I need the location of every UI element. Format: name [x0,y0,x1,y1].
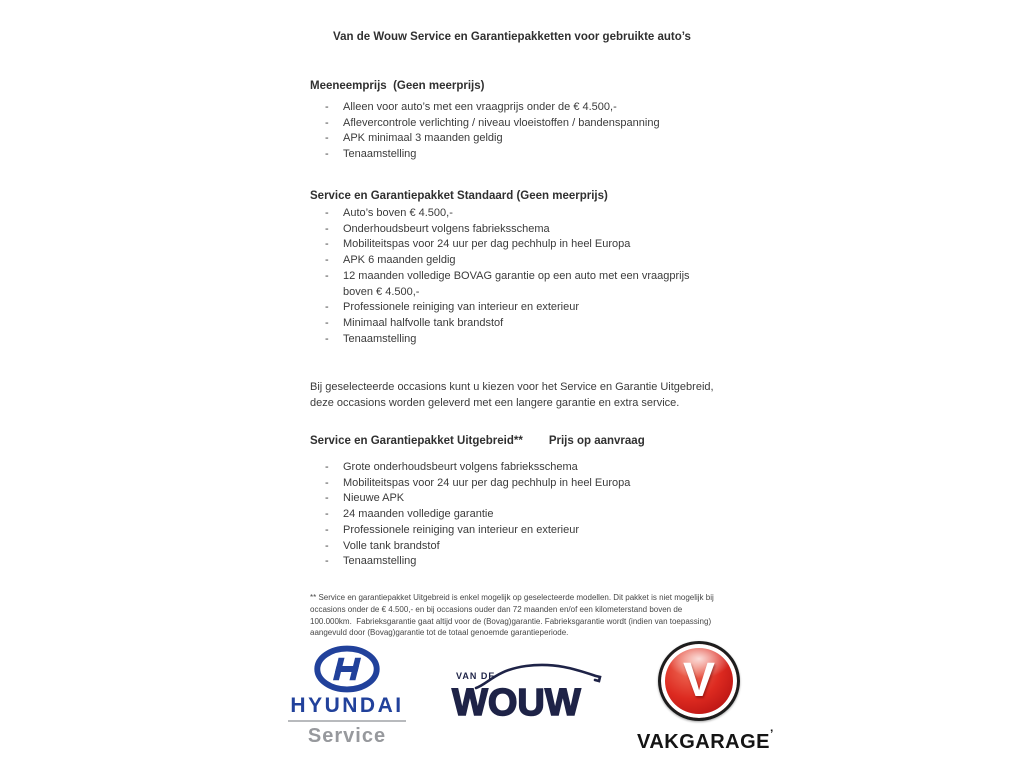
bullet-dash: - [325,222,329,235]
bullet-dash: - [325,316,329,329]
list-item [310,147,730,163]
vakgarage-red-ball-icon [658,641,740,721]
list-item-text: Auto’s boven € 4.500,- [343,207,453,219]
list-item [310,100,730,116]
bullet-dash: - [325,148,329,161]
bullet-dash: - [325,207,329,219]
list-item [310,460,730,476]
bullet-dash: - [325,508,329,521]
section-heading-meeneemprijs: Meeneemprijs (Geen meerprijs) [310,80,485,92]
list-item-text: Grote onderhoudsbeurt volgens fabrieksschema [343,461,578,473]
list-item [310,507,730,523]
uitgebreid-list [310,460,730,570]
list-item [310,222,730,238]
section-heading-standaard: Service en Garantiepakket Standaard (Geen meerprijs) [310,190,608,202]
bullet-dash: - [325,461,329,473]
vakgarage-wordmark [637,727,774,754]
standaard-list [310,206,730,347]
list-item [310,237,730,253]
list-item-text: Tenaamstelling [343,148,417,161]
list-item [310,269,730,300]
bullet-dash: - [325,523,329,536]
intro-paragraph: Bij geselecteerde occasions kunt u kiezen voor het Service en Garantie Uitgebreid, deze occasions worden geleverd met een langere garantie en extra service. [310,381,714,409]
bullet-dash: - [325,492,329,505]
hyundai-service-logo [286,645,408,748]
list-item-text: Professionele reiniging van interieur en exterieur [343,523,580,536]
list-item-text: 12 maanden volledige BOVAG garantie op een auto met een vraagprijs boven € 4.500,- [343,269,690,298]
page-title: Van de Wouw Service en Garantiepakketten voor gebruikte auto’s [333,31,691,43]
footnote-text: ** Service en garantiepakket Uitgebreid is enkel mogelijk op geselecteerde modellen. Dit pakket is niet mogelijk bij occasions onder de € 4.500,- en bij occasions ouder dan 72 maanden en/of een kilometerstand boven de 100.000km. Fabrieksgarantie gaat altijd voor de (Bovag)garantie. Fabrieksgarantie wordt (indien van toepassing) aangevuld door (Bovag)garantie tot de totaal genoemde garantieperiode. [310,593,717,638]
list-item-text: Mobiliteitspas voor 24 uur per dag pechhulp in heel Europa [343,238,631,251]
van-de-label: VAN DE [456,671,496,681]
vakgarage-accent-mark: ’ [770,727,774,741]
list-item [310,253,730,269]
list-item-text: APK 6 maanden geldig [343,254,456,267]
vakgarage-wordmark-text: VAKGARAGE [637,731,771,753]
list-item-text: 24 maanden volledige garantie [343,508,494,521]
bullet-dash: - [325,116,329,129]
list-item [310,476,730,492]
list-item-text: Tenaamstelling [343,555,417,568]
list-item [310,116,730,132]
list-item-text: Alleen voor auto’s met een vraagprijs onder de € 4.500,- [343,101,617,113]
list-item [310,332,730,348]
list-item [310,131,730,147]
bullet-dash: - [325,132,329,145]
list-item [310,206,730,222]
hyundai-service-label: Service [307,725,387,747]
list-item-text: APK minimaal 3 maanden geldig [343,132,503,145]
list-item [310,316,730,332]
list-item-text: Onderhoudsbeurt volgens fabrieksschema [343,222,550,235]
list-item-text: Professionele reiniging van interieur en exterieur [343,301,580,314]
list-item [310,523,730,539]
section-heading-uitgebreid [310,435,740,447]
wouw-wordmark: WOUW [452,682,581,724]
list-item [310,539,730,555]
bullet-dash: - [325,238,329,251]
bullet-dash: - [325,332,329,345]
hyundai-wordmark: HYUNDAI [290,694,404,717]
bullet-dash: - [325,476,329,489]
list-item [310,300,730,316]
list-item-text: Aflevercontrole verlichting / niveau vloeistoffen / bandenspanning [343,116,660,129]
meeneemprijs-list [310,100,730,163]
list-item-text: Minimaal halfvolle tank brandstof [343,316,504,329]
hyundai-divider [288,720,406,722]
bullet-dash: - [325,269,329,282]
hyundai-oval-h-icon [314,645,380,693]
section-heading-uitgebreid-label: Service en Garantiepakket Uitgebreid** [310,435,523,447]
bullet-dash: - [325,539,329,552]
price-on-request-label: Prijs op aanvraag [548,435,645,447]
bullet-dash: - [325,254,329,267]
bullet-dash: - [325,101,329,113]
vakgarage-v-monogram: V [682,654,715,707]
list-item-text: Mobiliteitspas voor 24 uur per dag pechhulp in heel Europa [343,476,631,489]
list-item [310,554,730,570]
van-de-wouw-logo [448,660,608,740]
vakgarage-logo [637,641,774,754]
list-item-text: Volle tank brandstof [343,539,440,552]
bullet-dash: - [325,301,329,314]
list-item-text: Tenaamstelling [343,332,417,345]
bullet-dash: - [325,555,329,568]
list-item [310,491,730,507]
list-item-text: Nieuwe APK [343,492,405,505]
